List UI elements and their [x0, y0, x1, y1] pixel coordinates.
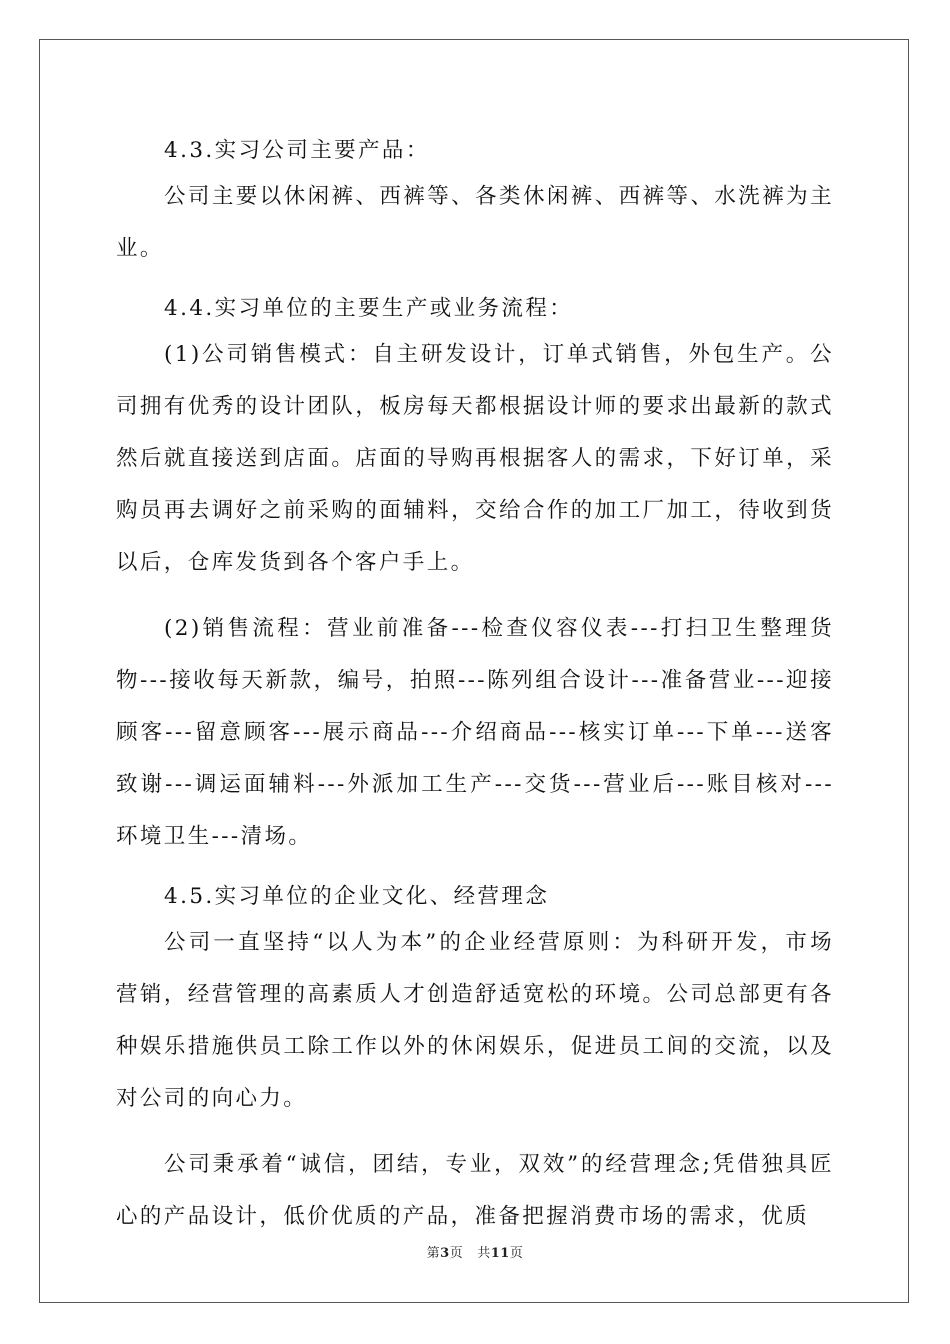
- document-body: [116, 131, 834, 1257]
- paragraph-culture: 公司一直坚持“以人为本”的企业经营原则：为科研开发，市场营销，经营管理的高素质人才创造舒适宽松的环境。公司总部更有各种娱乐措施供员工除工作以外的休闲娱乐，促进员工间的交流，以及对公司的向心力。: [116, 930, 834, 1111]
- paragraph-sales-process: (2)销售流程：营业前准备---检查仪容仪表---打扫卫生整理货物---接收每天新款，编号，拍照---陈列组合设计---准备营业---迎接顾客---留意顾客---展示商品---介绍商品---核实订单---下单---送客致谢---调运面辅料---外派加工生产---交货---营业后---账目核对---环境卫生---清场。: [116, 616, 835, 849]
- page-footer: [0, 1242, 950, 1261]
- footer-page-prefix: 第: [426, 1246, 441, 1261]
- footer-page-suffix: 页: [449, 1246, 464, 1261]
- footer-total-prefix: 共: [477, 1246, 491, 1261]
- section-heading-4-4: 4.4.实习单位的主要生产或业务流程：: [164, 296, 574, 321]
- footer-total-pages: 11: [490, 1246, 510, 1261]
- footer-page-number: 3: [440, 1246, 450, 1261]
- paragraph-main-products: 公司主要以休闲裤、西裤等、各类休闲裤、西裤等、水洗裤为主业。: [116, 184, 834, 261]
- paragraph-sales-model: (1)公司销售模式：自主研发设计，订单式销售，外包生产。公司拥有优秀的设计团队，板房每天都根据设计师的要求出最新的款式然后就直接送到店面。店面的导购再根据客人的需求，下好订单，采购员再去调好之前采购的面辅料，交给合作的加工厂加工，待收到货以后，仓库发货到各个客户手上。: [116, 342, 834, 575]
- section-heading-4-3: 4.3.实习公司主要产品：: [164, 138, 430, 163]
- footer-total-suffix: 页: [509, 1246, 524, 1261]
- section-heading-4-5: 4.5.实习单位的企业文化、经营理念: [164, 884, 550, 909]
- paragraph-philosophy: 公司秉承着“诚信，团结，专业，双效”的经营理念;凭借独具匠心的产品设计，低价优质的产品，准备把握消费市场的需求，优质: [116, 1152, 834, 1229]
